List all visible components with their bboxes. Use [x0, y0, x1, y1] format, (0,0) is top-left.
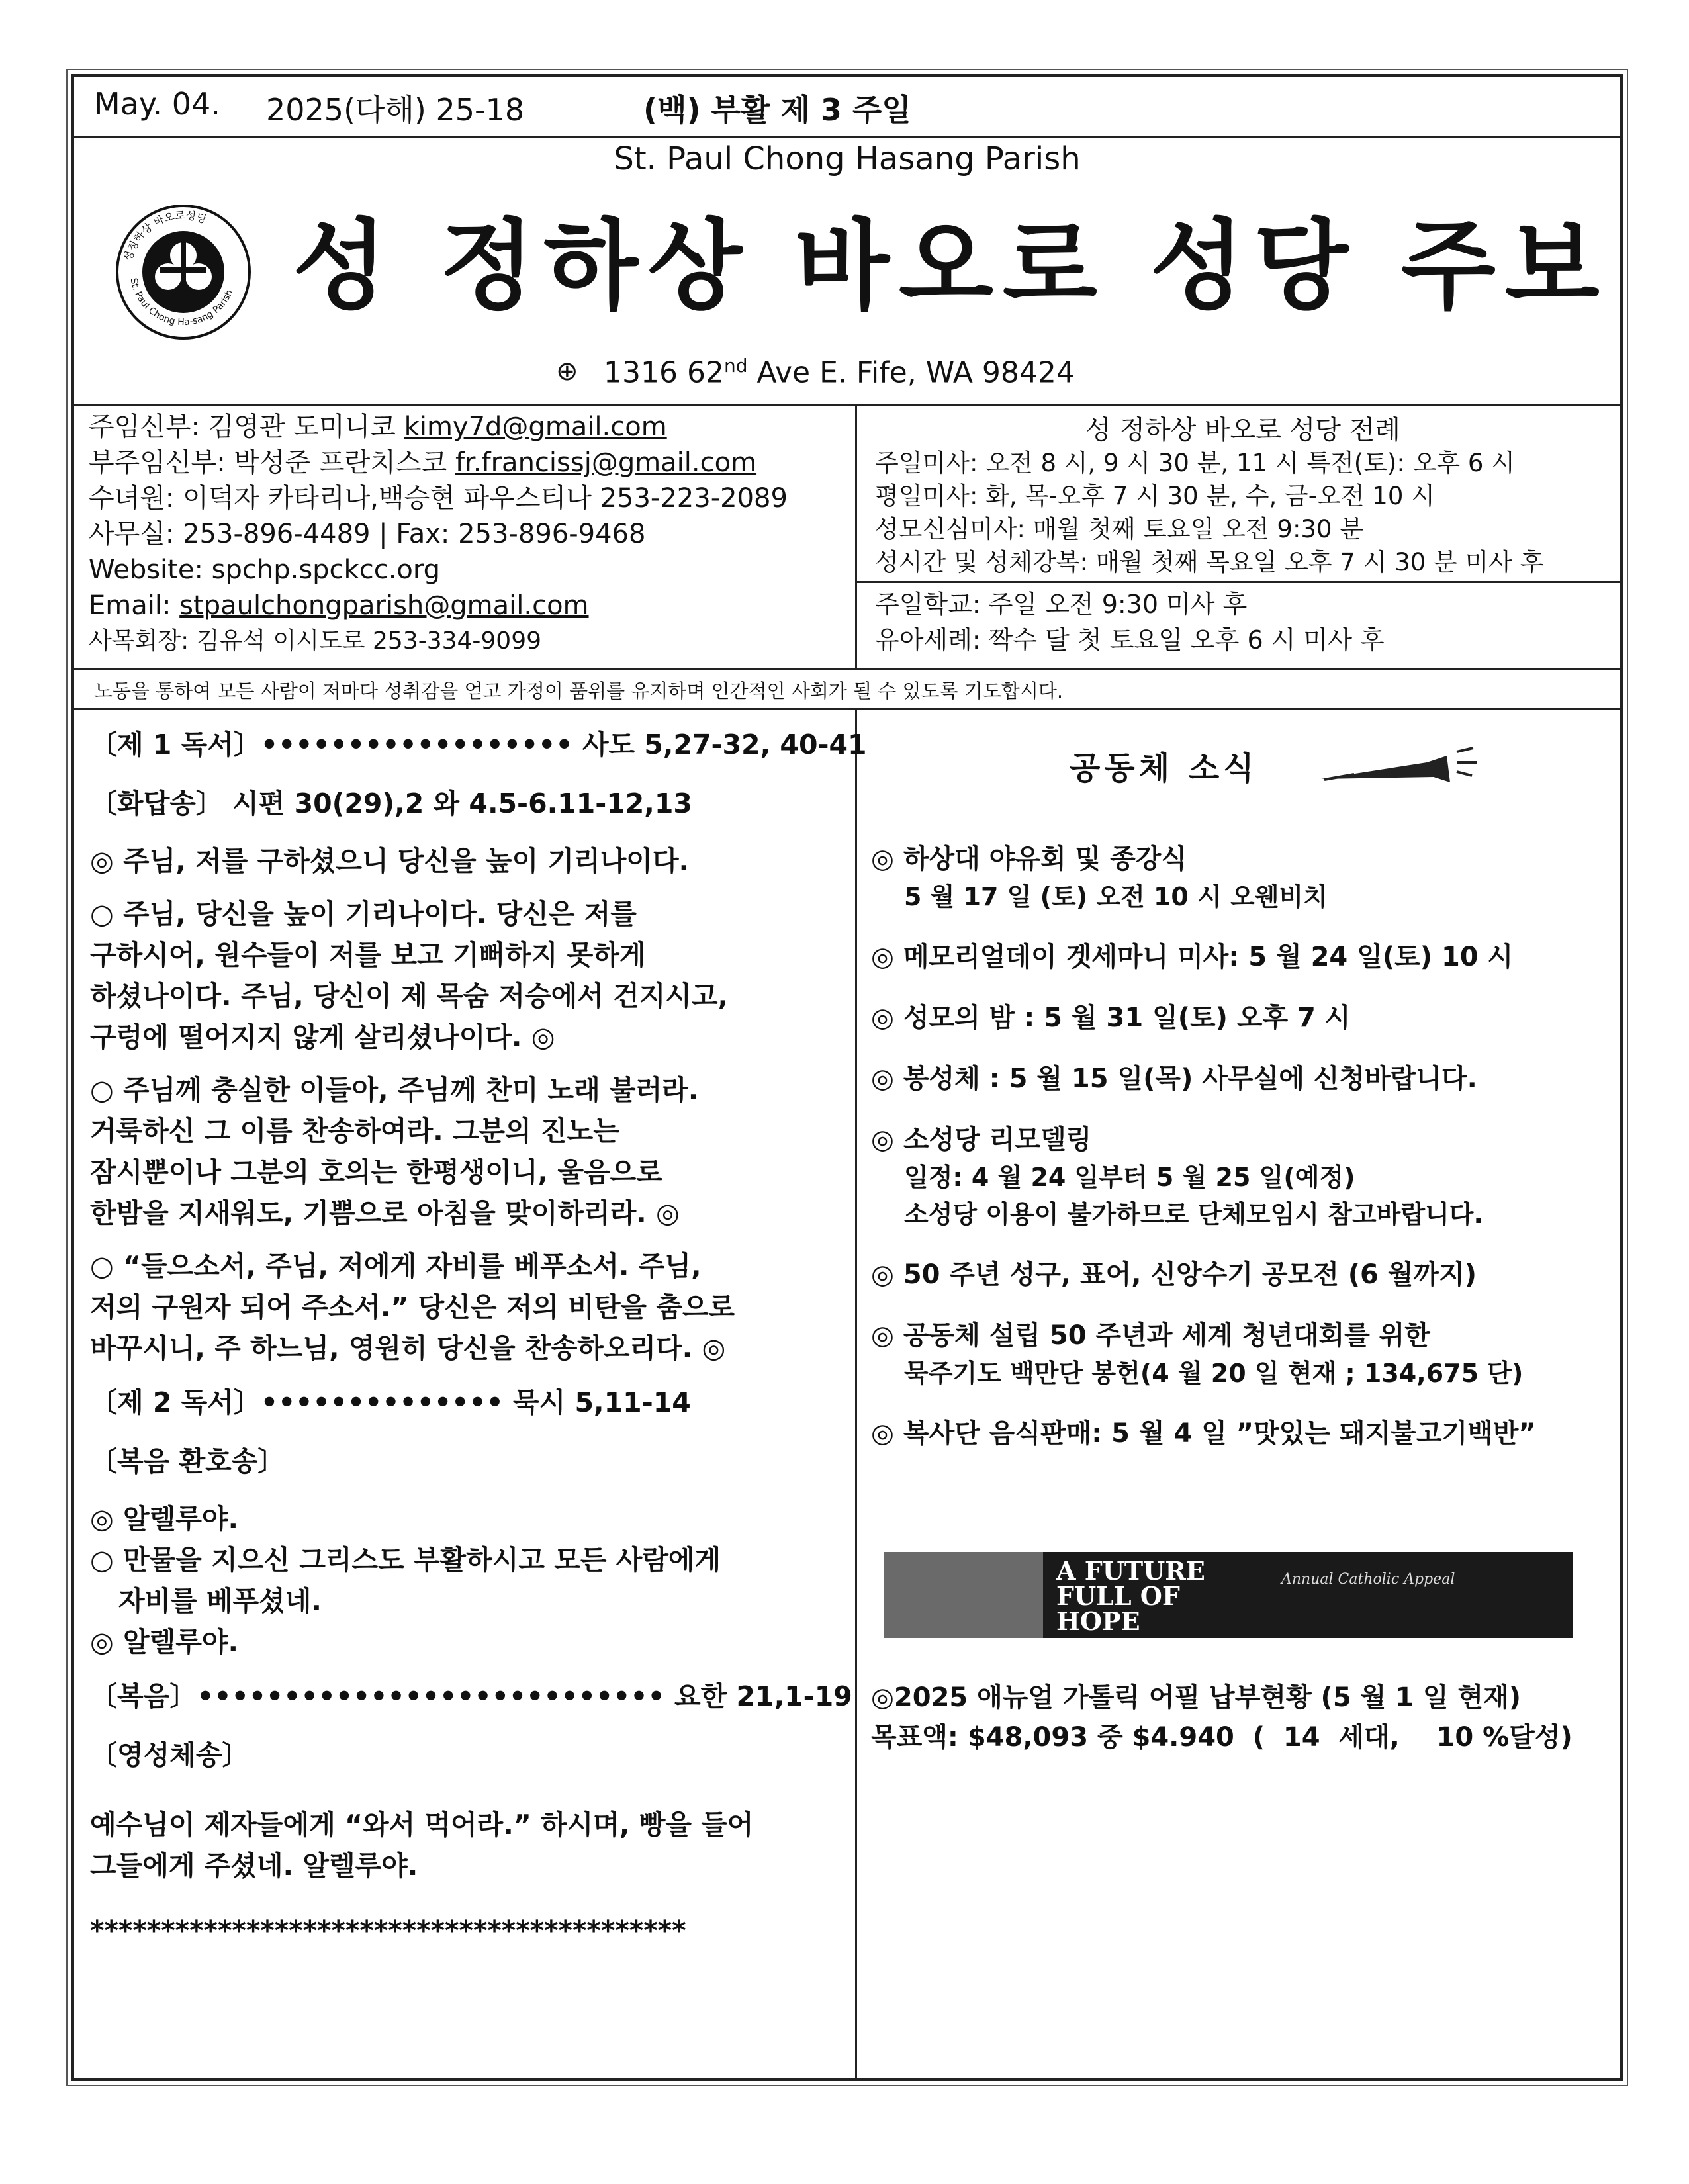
date-row [74, 77, 1620, 138]
news-item-detail: 소성당 이용이 불가하므로 단체모임시 참고바랍니다. [904, 1200, 1483, 1229]
bulletin-year-code: 2025(다해) 25-18 [266, 92, 525, 128]
bulletin-frame [71, 74, 1623, 2081]
psalm-verse-line: 저의 구원자 되어 주소서.” 당신은 저의 비탄을 춤으로 [90, 1291, 735, 1323]
appeal-status [871, 1678, 1612, 1757]
appeal-status-line: 목표액: $48,093 중 $4.940 ( 14 세대, 10 %달성) [871, 1722, 1573, 1752]
baptism-line: 유아세례: 짝수 달 첫 토요일 오후 6 시 미사 후 [875, 625, 1385, 655]
email-label: Email: [89, 590, 180, 621]
news-item: ◎ 봉성체 : 5 월 15 일(목) 사무실에 신청바랍니다. [871, 1064, 1477, 1094]
svg-text:St. Paul Chong Ha-sang Parish: St. Paul Chong Ha-sang Parish [128, 277, 236, 328]
liturgical-sunday: (백) 부활 제 3 주일 [643, 92, 911, 128]
psalm-verse-line: ○ 주님께 충실한 이들아, 주님께 찬미 노래 불러라. [90, 1074, 699, 1106]
psalm-verse-line: 구하시어, 원수들이 저를 보고 기뻐하지 못하게 [90, 939, 646, 971]
bulletin-date: May. 04. [94, 86, 220, 122]
news-item: ◎ 복사단 음식판매: 5 월 4 일 ”맛있는 돼지불고기백반” [871, 1418, 1536, 1449]
communion-antiphon-line: 예수님이 제자들에게 “와서 먹어라.” 하시며, 빵을 들어 [90, 1809, 754, 1841]
psalm-reference: 〔화답송〕 시편 30(29),2 와 4.5-6.11-12,13 [90, 788, 692, 819]
weekday-mass-line: 평일미사: 화, 목-오후 7 시 30 분, 수, 금-오전 10 시 [875, 482, 1435, 510]
parish-address [604, 355, 1075, 390]
communion-antiphon-line: 그들에게 주셨네. 알렐루야. [90, 1850, 418, 1882]
psalm-verse-line: 하셨나이다. 주님, 당신이 제 목숨 저승에서 건지시고, [90, 980, 729, 1012]
sunday-school-line: 주일학교: 주일 오전 9:30 미사 후 [875, 590, 1248, 619]
news-item: ◎ 소성당 리모델링 [871, 1124, 1092, 1155]
banner-slogan [1056, 1556, 1205, 1636]
address-ordinal: nd [723, 355, 748, 377]
parish-email-link[interactable]: stpaulchongparish@gmail.com [179, 590, 589, 621]
assoc-pastor-line [89, 445, 909, 480]
parish-name-korean: 성 정하상 바오로 성당 주보 [293, 209, 1609, 323]
schedule-separator [855, 581, 1620, 583]
news-title: 공동체 소식 [1070, 750, 1258, 787]
psalm-verse-line: 바꾸시니, 주 하느님, 영원히 당신을 찬송하오리다. ◎ [90, 1332, 726, 1364]
gospel-acclamation-heading: 〔복음 환호송〕 [90, 1445, 285, 1477]
news-item: ◎ 하상대 야유회 및 종강식 [871, 844, 1187, 874]
assoc-pastor-name: 부주임신부: 박성준 프란치스코 [89, 447, 447, 478]
news-item-detail: 묵주기도 백만단 봉헌(4 월 20 일 현재 ; 134,675 단) [904, 1359, 1524, 1388]
star-divider: ****************************************** [90, 1915, 686, 1946]
parish-logo [114, 203, 253, 341]
convent-line: 수녀원: 이덕자 카타리나,백승현 파우스티나 253-223-2089 [89, 483, 788, 514]
staff-info [89, 409, 909, 659]
address-number: 1316 62 [604, 355, 724, 390]
pastor-line [89, 409, 909, 445]
alleluia-line: ◎ 알렐루야. [90, 1626, 239, 1658]
assoc-pastor-email-link[interactable]: fr.francissj@gmail.com [455, 447, 757, 478]
acclamation-verse-line: ○ 만물을 지으신 그리스도 부활하시고 모든 사람에게 [90, 1544, 721, 1576]
liturgy-title: 성 정하상 바오로 성당 전례 [1085, 415, 1400, 445]
sunday-mass-line: 주일미사: 오전 8 시, 9 시 30 분, 11 시 특전(토): 오후 6 시 [875, 449, 1515, 477]
second-reading: 〔제 2 독서〕•••••••••••••• 묵시 5,11-14 [90, 1387, 691, 1418]
school-baptism-info [875, 586, 1385, 658]
news-header [871, 743, 1612, 788]
info-row [74, 404, 1620, 670]
psalm-verse-line: 한밤을 지새워도, 기쁨으로 아침을 맞이하리라. ◎ [90, 1197, 680, 1229]
svg-text:성정하상 바오로성당: 성정하상 바오로성당 [121, 208, 208, 263]
psalm-verse-line: 잠시뿐이나 그분의 호의는 한평생이니, 울음으로 [90, 1156, 662, 1188]
psalm-verse-line: ○ 주님, 당신을 높이 기리나이다. 당신은 저를 [90, 898, 637, 930]
appeal-status-line: ◎2025 애뉴얼 가톨릭 어필 납부현황 (5 월 1 일 현재) [871, 1682, 1522, 1713]
email-line [89, 588, 909, 623]
marian-mass-line: 성모신심미사: 매월 첫째 토요일 오전 9:30 분 [875, 515, 1363, 543]
prayer-intention: 노동을 통하여 모든 사람이 저마다 성취감을 얻고 가정이 품위를 유지하며 인간적인 사회가 될 수 있도록 기도합시다. [94, 680, 1064, 702]
psalm-verse-line: 구렁에 떨어지지 않게 살리셨나이다. ◎ [90, 1021, 555, 1053]
news-item: ◎ 성모의 밤 : 5 월 31 일(토) 오후 7 시 [871, 1003, 1351, 1033]
news-column [871, 723, 1612, 1757]
compass-icon: ⊕ [556, 356, 578, 387]
office-line: 사무실: 253-896-4489 | Fax: 253-896-9468 [89, 519, 646, 549]
psalm-response: ◎ 주님, 저를 구하셨으니 당신을 높이 기리나이다. [90, 845, 690, 877]
news-item-detail: 일정: 4 월 24 일부터 5 월 25 일(예정) [904, 1163, 1355, 1192]
pastor-email-link[interactable]: kimy7d@gmail.com [404, 412, 667, 442]
banner-line: A FUTURE [1056, 1556, 1205, 1586]
pastor-name: 주임신부: 김영관 도미니코 [89, 412, 396, 442]
banner-line: HOPE [1056, 1606, 1140, 1636]
psalm-verse-line: 거룩하신 그 이름 찬송하여라. 그분의 진노는 [90, 1115, 619, 1147]
alleluia-line: ◎ 알렐루야. [90, 1503, 239, 1535]
news-item-detail: 5 월 17 일 (토) 오전 10 시 오웬비치 [904, 882, 1328, 911]
banner-appeal-label: Annual Catholic Appeal [1281, 1571, 1455, 1588]
first-reading: 〔제 1 독서〕•••••••••••••••••• 사도 5,27-32, 40-41 [90, 729, 867, 760]
appeal-banner [884, 1552, 1573, 1638]
column-divider [855, 708, 857, 2078]
readings-column [90, 723, 867, 1951]
address-street: Ave E. Fife, WA 98424 [747, 355, 1075, 390]
news-item: ◎ 50 주년 성구, 표어, 신앙수기 공모전 (6 월까지) [871, 1259, 1477, 1290]
holy-hour-line: 성시간 및 성체강복: 매월 첫째 목요일 오후 7 시 30 분 미사 후 [875, 548, 1544, 576]
info-divider [855, 404, 857, 668]
banner-line: FULL OF [1056, 1581, 1180, 1611]
prayer-intention-row [74, 668, 1620, 710]
body-row [74, 708, 1620, 2078]
news-item: ◎ 메모리얼데이 겟세마니 미사: 5 월 24 일(토) 10 시 [871, 942, 1514, 972]
megaphone-icon [1314, 743, 1486, 796]
website-line[interactable]: Website: spchp.spckcc.org [89, 555, 441, 585]
banner-left-panel [884, 1552, 1043, 1638]
communion-antiphon-heading: 〔영성체송〕 [90, 1739, 250, 1771]
council-line: 사목회장: 김유석 이시도로 253-334-9099 [89, 627, 542, 655]
acclamation-verse-line: 자비를 베푸셨네. [90, 1585, 322, 1617]
news-item: ◎ 공동체 설립 50 주년과 세계 청년대회를 위한 [871, 1320, 1430, 1351]
masthead [74, 136, 1620, 406]
gospel-reading: 〔복음〕••••••••••••••••••••••••••• 요한 21,1-19 [90, 1680, 852, 1712]
psalm-verse-line: ○ “들으소서, 주님, 저에게 자비를 베푸소서. 주님, [90, 1250, 702, 1282]
parish-name-english: St. Paul Chong Hasang Parish [614, 140, 1081, 177]
